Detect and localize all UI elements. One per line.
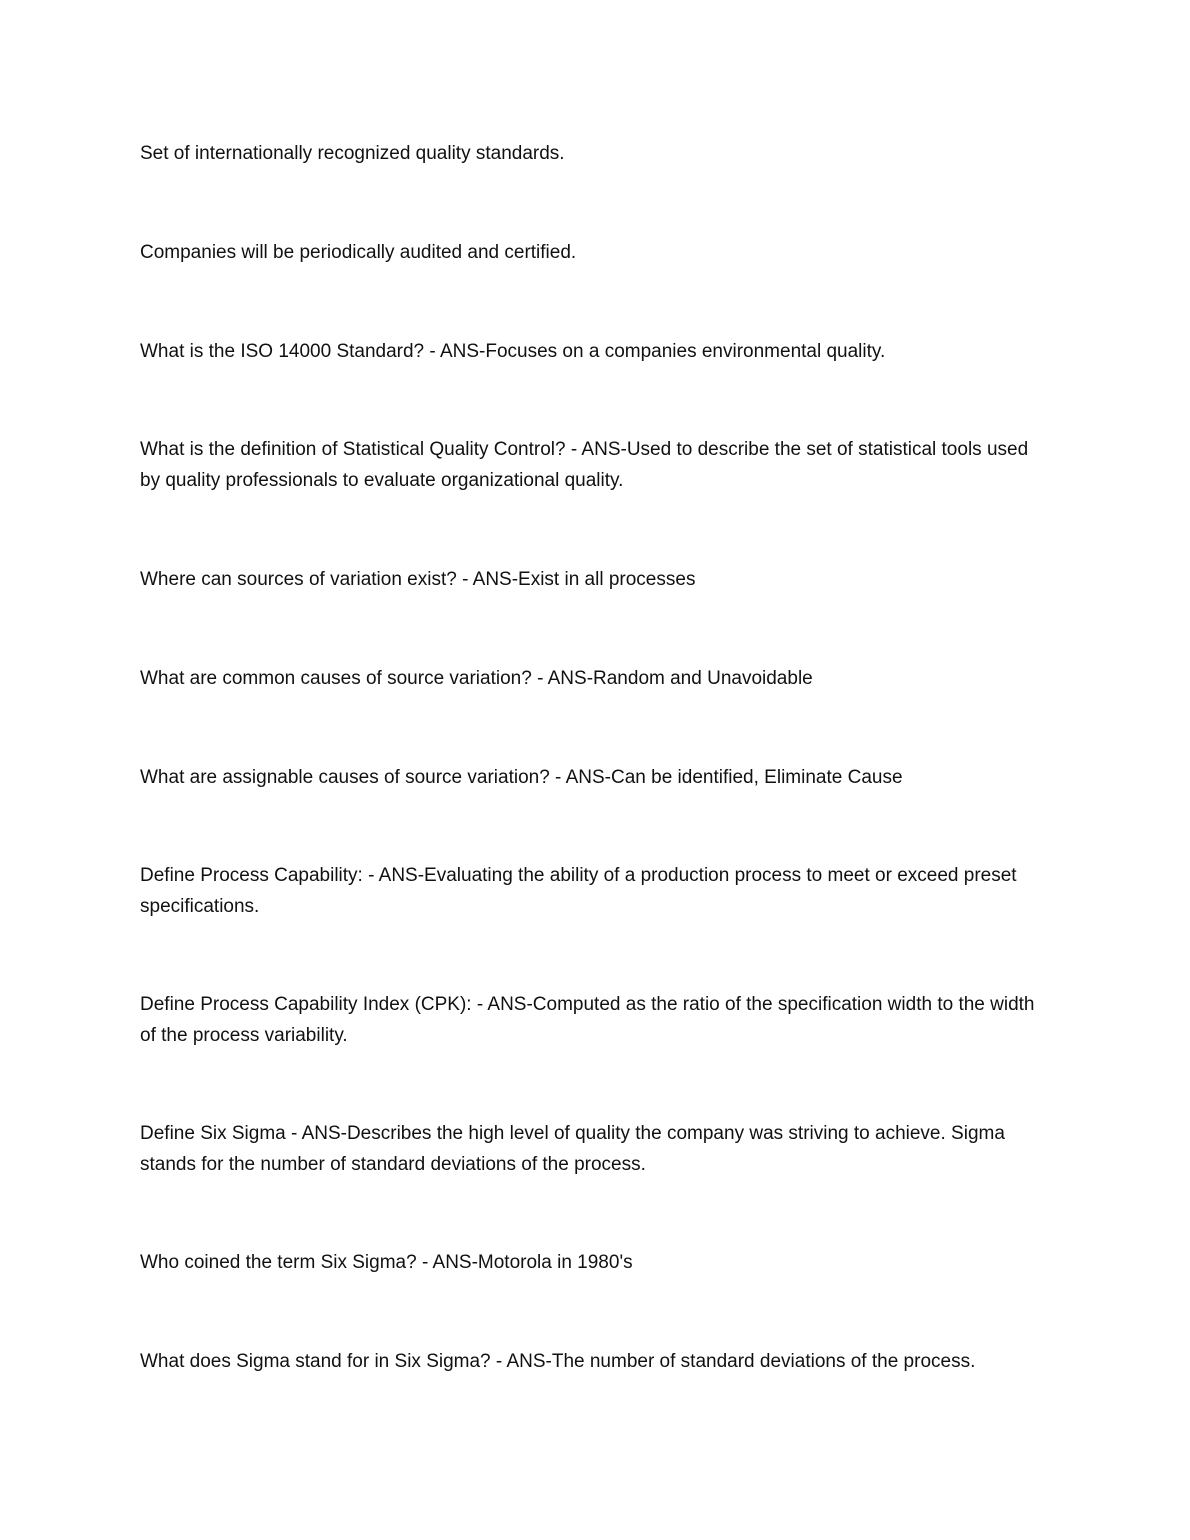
paragraph: What does Sigma stand for in Six Sigma? - ANS-The number of standard deviations of the process. bbox=[140, 1351, 976, 1372]
paragraph: Define Process Capability: - ANS-Evaluating the ability of a production process to meet or exceed preset specifications. bbox=[140, 865, 1017, 917]
paragraph: Who coined the term Six Sigma? - ANS-Motorola in 1980's bbox=[140, 1252, 633, 1273]
paragraph: What are common causes of source variation? - ANS-Random and Unavoidable bbox=[140, 668, 813, 689]
paragraph: Companies will be periodically audited and certified. bbox=[140, 242, 577, 263]
paragraph: What is the definition of Statistical Quality Control? - ANS-Used to describe the set of statistical tools used by quality professionals to evaluate organizational quality. bbox=[140, 439, 1029, 491]
paragraph: What are assignable causes of source variation? - ANS-Can be identified, Eliminate Cause bbox=[140, 767, 903, 788]
paragraph: Set of internationally recognized quality standards. bbox=[140, 143, 565, 164]
paragraph: Define Process Capability Index (CPK): - ANS-Computed as the ratio of the specification width to the width of the process variability. bbox=[140, 994, 1035, 1046]
paragraph: What is the ISO 14000 Standard? - ANS-Focuses on a companies environmental quality. bbox=[140, 341, 886, 362]
paragraph: Where can sources of variation exist? - ANS-Exist in all processes bbox=[140, 569, 696, 590]
paragraph: Define Six Sigma - ANS-Describes the high level of quality the company was striving to achieve. Sigma stands for the number of standard deviations of the process. bbox=[140, 1123, 1005, 1175]
